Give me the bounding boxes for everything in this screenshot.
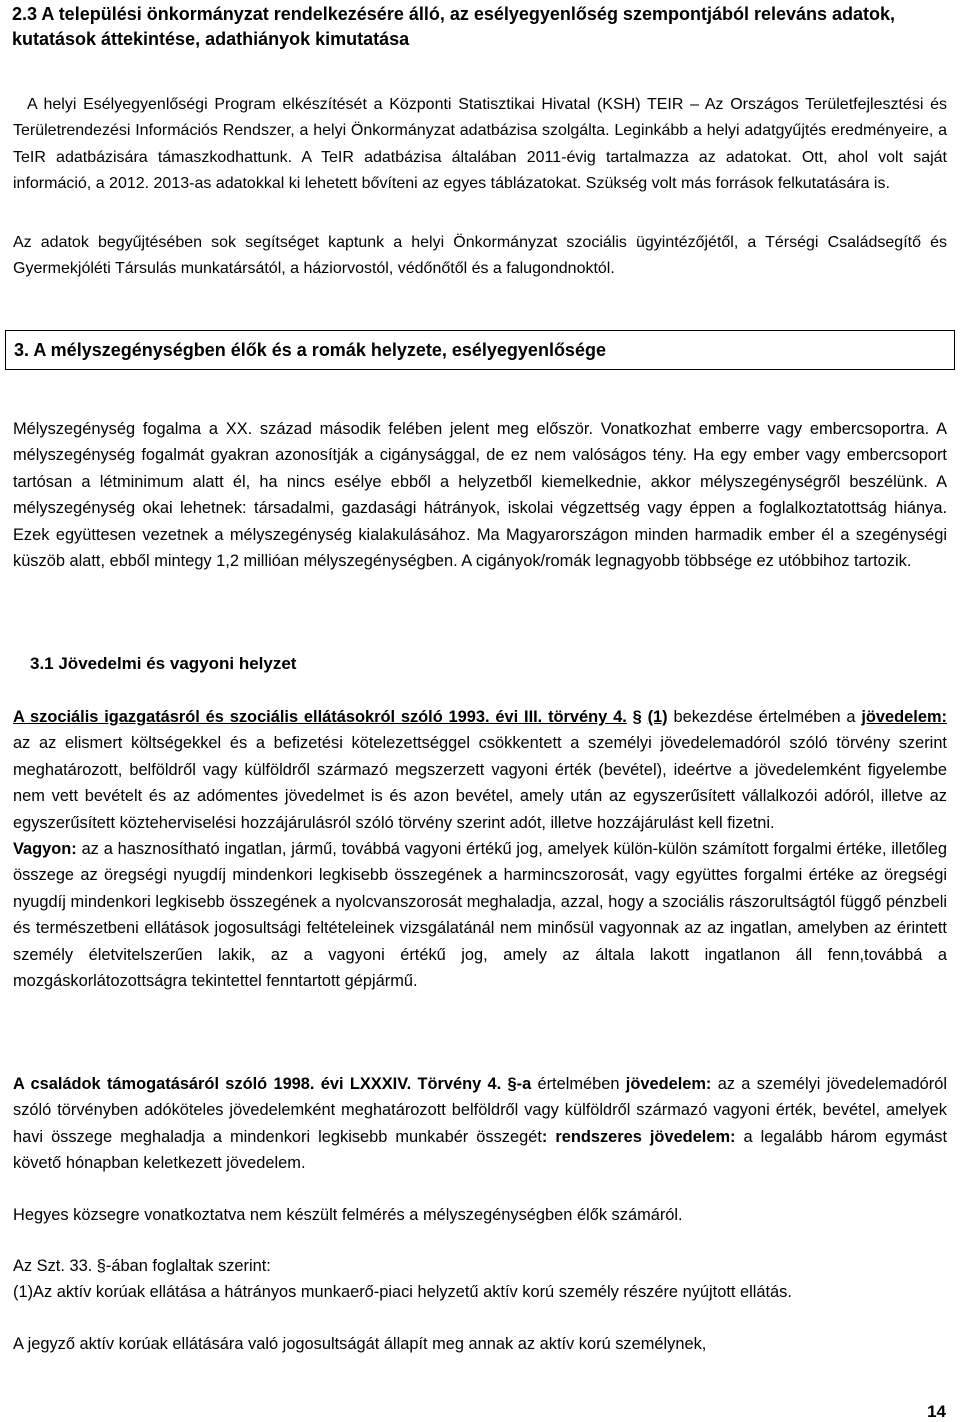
chapter-heading: 3. A mélyszegénységben élők és a romák helyzete, esélyegyenlősége: [14, 340, 606, 360]
intro-paragraph: A helyi Esélyegyenlőségi Program elkészítését a Központi Statisztikai Hivatal (KSH) TEIR – Az Országos Területfejlesztési és Területrendezési Információs Rendszer, a helyi Önkormányzat adatbázisa szolgálta. Leginkább a helyi adatgyűjtés eredményeire, a TeIR adatbázisára támaszkodhattunk. A TeIR adatbázisa általában 2011-évig tartalmazza az adatokat. Ott, ahol volt saját információ, a 2012. 2013-as adatokkal ki lehetett bővíteni az egyes táblázatokat. Szükség volt más források felkutatására is.: [13, 96, 947, 193]
law2-suffix: -a: [516, 1075, 532, 1093]
law2-definition: az a személyi jövedelemadóról szóló törvényben adóköteles jövedelemként meghatározott belföldről vagy külföldről származó vagyoni érték, bevétel, amelyek havi összege meghaladja a mindenkori legkisebb munkabér összegét: [13, 1075, 948, 1146]
section-heading: 2.3 A települési önkormányzat rendelkezésére álló, az esélyegyenlőség szempontjából releváns adatok, kutatások áttekintése, adathiányok kimutatása: [12, 4, 896, 49]
law2-title: A családok támogatásáról szóló 1998. évi LXXXIV. Törvény 4.: [13, 1075, 502, 1093]
law2-definition2: a legalább három egymást követő hónapban keletkezett jövedelem.: [13, 1127, 948, 1173]
page-number: 14: [927, 1402, 946, 1421]
income-definition-paragraph: [13, 704, 947, 994]
szt-intro: Az Szt. 33. §-ában foglaltak szerint:: [13, 1257, 271, 1275]
law2-after: értelmében: [531, 1075, 626, 1093]
law1-term: jövedelem:: [861, 708, 947, 726]
law1-para-num: (1): [647, 708, 668, 726]
vagyon-term: Vagyon:: [13, 840, 77, 859]
law1-after-num: bekezdése értelmében a: [667, 708, 862, 726]
definition-paragraph: Mélyszegénység fogalma a XX. század második felében jelent meg először. Vonatkozhat emberre vagy embercsoportra. A mélyszegénység fogalmát gyakran azonosítják a cigánysággal, de ez nem valóságos tény. Ha egy ember vagy embercsoport tartósan a létminimum alatt él, ha nincs esélye ebből a helyzetből kiemelkednie, akkor mélyszegénységről beszélünk. A mélyszegénység okai lehetnek: társadalmi, gazdasági hátrányok, iskolai végzettség vagy éppen a foglalkoztatottság hiánya. Ezek együttesen vezetnek a mélyszegénység kialakulásához. Ma Magyarországon minden harmadik ember él a szegénységi küszöb alatt, ebből mintegy 1,2 millióan mélyszegénységben. A cigányok/romák legnagyobb többsége ez utóbbihoz tartozik.: [13, 420, 947, 571]
no-survey-paragraph: Hegyes közsegre vonatkoztatva nem készült felmérés a mélyszegénységben élők számáról.: [13, 1206, 683, 1224]
law1-title: A szociális igazgatásról és szociális ellátásokról szóló 1993. évi III. törvény 4.: [13, 708, 627, 726]
chapter-heading-box: [5, 330, 955, 370]
law1-paragraph-mark: §: [632, 708, 642, 726]
szt-point-1: (1)Az aktív korúak ellátása a hátrányos munkaerő-piaci helyzetű aktív korú személy részére nyújtott ellátás.: [13, 1283, 792, 1301]
szt-point-2: A jegyző aktív korúak ellátására való jogosultságát állapít meg annak az aktív korú személynek,: [13, 1335, 707, 1353]
support-paragraph: Az adatok begyűjtésében sok segítséget kaptunk a helyi Önkormányzat szociális ügyintézőjétől, a Térségi Családsegítő és Gyermekjóléti Társulás munkatársától, a háziorvostól, védőnőtől és a falugondnoktól.: [13, 234, 947, 278]
subsection-heading: 3.1 Jövedelmi és vagyoni helyzet: [30, 654, 297, 673]
law2-term: jövedelem:: [625, 1075, 712, 1093]
vagyon-definition: az a hasznosítható ingatlan, jármű, továbbá vagyoni értékű jog, amelyek külön-külön számított forgalmi értéke, illetőleg összege az öregségi nyugdíj mindenkori legkisebb összegének a harmincszorosát, vagy együttes forgalmi értéke az öregségi nyugdíj mindenkori legkisebb összegének a nyolcvanszorosát meghaladja, azzal, hogy a szociális rászorultságtól függő pénzbeli és természetbeni ellátások jogosultsági feltételeinek vizsgálatánál nem minősül vagyonnak az az ingatlan, amelyben az érintett személy életvitelszerűen lakik, az a vagyoni értékű jog, amely az általa lakott ingatlanon áll fenn,továbbá a mozgáskorlátozottságra tekintettel fenntartott gépjármű.: [13, 840, 947, 991]
law2-term2: : rendszeres jövedelem:: [541, 1127, 736, 1146]
law1-definition: az az elismert költségekkel és a befizetési kötelezettséggel csökkentett a személyi jövedelemadóról szóló törvény szerint meghatározott, belföldről vagy külföldről származó megszerzett vagyoni érték (bevétel), ideértve a jövedelemként figyelembe nem vett bevételt és az adómentes jövedelmet is és azon bevétel, amely után az egyszerűsített vállalkozói adóról, illetve az egyszerűsített közteherviselési hozzájárulásról szóló törvény szerint adót, illetve hozzájárulást kell fizetni.: [13, 734, 947, 832]
law2-paragraph-mark: §: [507, 1075, 517, 1093]
family-support-paragraph: [13, 1071, 947, 1177]
